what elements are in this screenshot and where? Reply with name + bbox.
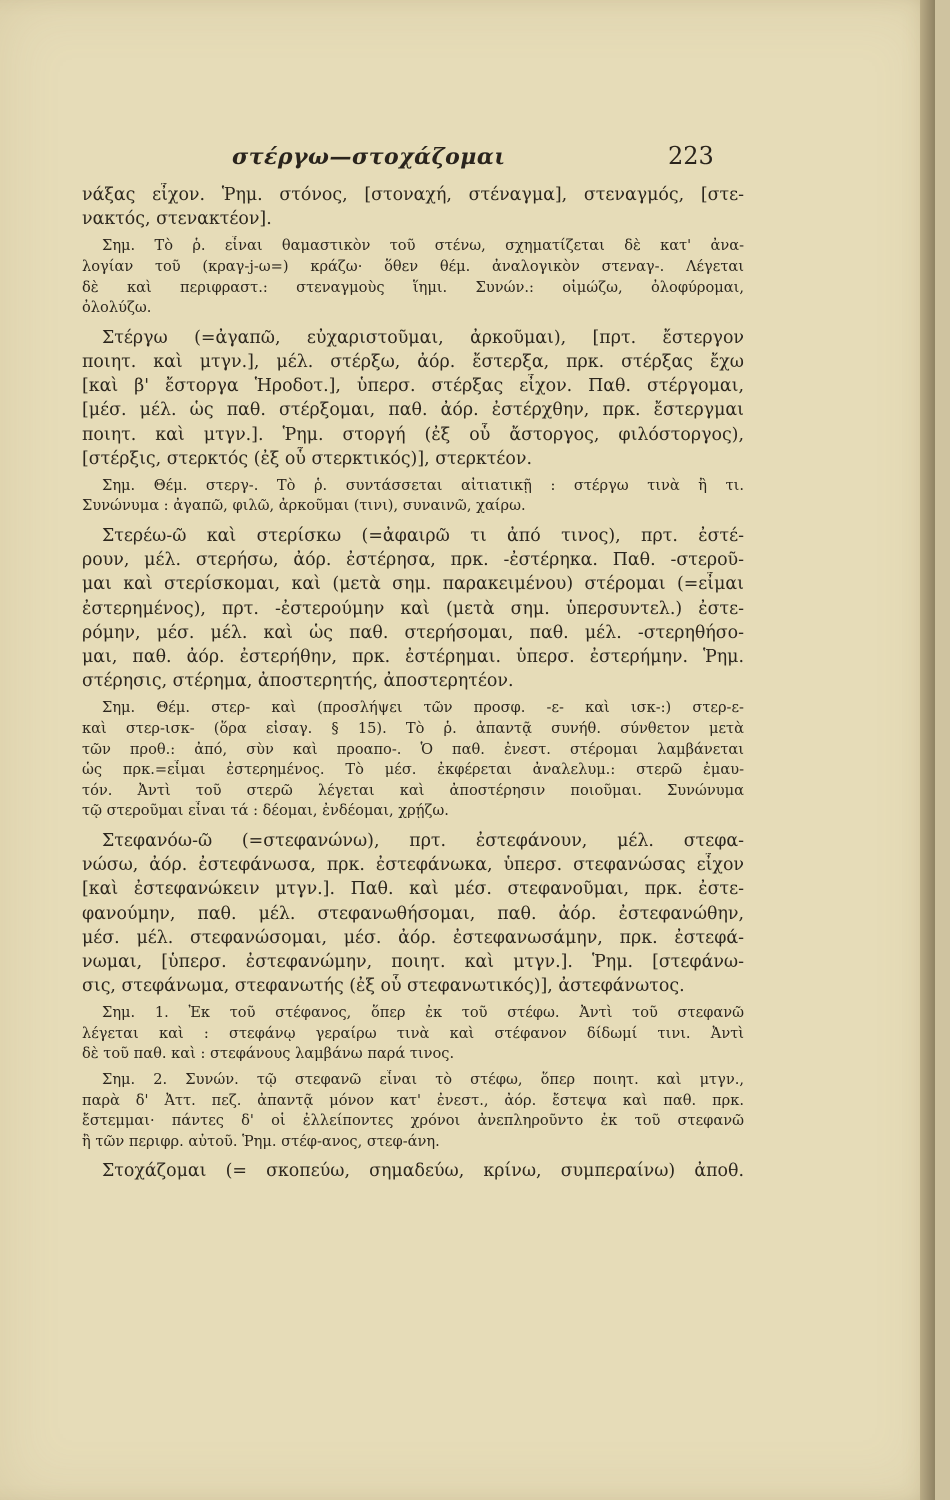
text-line: ποιητ. καὶ μτγν.]. Ῥημ. στοργή (ἐξ οὗ ἄστοργος, φιλόστοργος),	[82, 424, 744, 445]
text-line: σις, στεφάνωμα, στεφανωτής (ἐξ οὗ στεφανωτικός)], ἀστεφάνωτος.	[82, 976, 685, 997]
note-line: τῷ στεροῦμαι εἶναι τά : δέομαι, ἐνδέομαι, χρῄζω.	[82, 802, 449, 820]
note-line: δὲ καὶ περιφραστ.: στεναγμοὺς ἵημι. Συνών.: οἰμώζω, ὀλοφύρομαι,	[82, 278, 744, 296]
note-stenw	[82, 236, 744, 318]
note-line: Σημ. Θέμ. στερ- καὶ (προσλήψει τῶν προσφ. -ε- καὶ ισκ-:) στερ-ε-	[102, 699, 744, 717]
entry-headline: Στοχάζομαι (= σκοπεύω, σημαδεύω, κρίνω, συμπεραίνω) ἀποθ.	[102, 1161, 744, 1182]
note-line: Σημ. 2. Συνών. τῷ στεφανῶ εἶναι τὸ στέφω, ὅπερ ποιητ. καὶ μτγν.,	[102, 1071, 744, 1089]
entry-headline: Στερέω-ῶ καὶ στερίσκω (=ἀφαιρῶ τι ἀπό τινος), πρτ. ἐστέ-	[102, 526, 744, 547]
text-line: στέρησις, στέρημα, ἀποστερητής, ἀποστερητέον.	[82, 671, 514, 692]
text-line: [καὶ β' ἔστοργα Ἡροδοτ.], ὑπερσ. στέρξας εἶχον. Παθ. στέργομαι,	[82, 376, 744, 397]
entry-sterew	[82, 524, 744, 693]
note-line: δὲ τοῦ παθ. καὶ : στεφάνους λαμβάνω παρά τινος.	[82, 1045, 455, 1063]
text-line: μαι, παθ. ἀόρ. ἐστερήθην, πρκ. ἐστέρημαι. ὑπερσ. ἐστερήμην. Ῥημ.	[82, 647, 744, 667]
page-body	[82, 183, 744, 1184]
note-line: Σημ. Τὸ ῥ. εἶναι θαμαστικὸν τοῦ στένω, σχηματίζεται δὲ κατ' ἀνα-	[102, 237, 744, 255]
note-line: Σημ. Θέμ. στεργ-. Τὸ ῥ. συντάσσεται αἰτιατικῇ : στέργω τινὰ ἢ τι.	[102, 476, 744, 494]
note-stergw	[82, 476, 744, 517]
text-line: [καὶ ἐστεφανώκειν μτγν.]. Παθ. καὶ μέσ. στεφανοῦμαι, πρκ. ἐστε-	[82, 879, 744, 900]
entry-stergw	[82, 326, 744, 471]
entry-headline: Στέργω (=ἀγαπῶ, εὐχαριστοῦμαι, ἀρκοῦμαι), [πρτ. ἔστεργον	[102, 327, 744, 348]
note-stefanow-1	[82, 1003, 744, 1065]
text-line: μαι καὶ στερίσκομαι, καὶ (μετὰ σημ. παρακειμένου) στέρομαι (=εἶμαι	[82, 574, 744, 595]
entry-stefanow	[82, 829, 744, 998]
text-line: νωμαι, [ὑπερσ. ἐστεφανώμην, ποιητ. καὶ μτγν.]. Ῥημ. [στεφάνω-	[82, 951, 744, 972]
text-line: [μέσ. μέλ. ὡς παθ. στέρξομαι, παθ. ἀόρ. ἐστέρχθην, πρκ. ἔστεργμαι	[82, 400, 744, 421]
note-line: Σημ. 1. Ἐκ τοῦ στέφανος, ὅπερ ἐκ τοῦ στέφω. Ἀντὶ τοῦ στεφανῶ	[102, 1004, 744, 1022]
note-line: τόν. Ἀντὶ τοῦ στερῶ λέγεται καὶ ἀποστέρησιν ποιοῦμαι. Συνώνυμα	[82, 781, 744, 799]
text-line: ἐστερημένος), πρτ. -ἐστερούμην καὶ (μετὰ σημ. ὑπερσυντελ.) ἐστε-	[82, 598, 744, 619]
text-line: μέσ. μέλ. στεφανώσομαι, μέσ. ἀόρ. ἐστεφανωσάμην, πρκ. ἐστεφά-	[82, 927, 744, 948]
note-line: λέγεται καὶ : στεφάνῳ γεραίρω τινὰ καὶ στέφανον δίδωμί τινι. Ἀντὶ	[82, 1024, 744, 1042]
page-header	[0, 140, 935, 180]
entry-stoxazomai	[82, 1159, 744, 1183]
note-line: τῶν προθ.: ἀπό, σὺν καὶ προαπο-. Ὁ παθ. ἐνεστ. στέρομαι λαμβάνεται	[82, 740, 744, 758]
text-line: [στέρξις, στερκτός (ἐξ οὗ στερκτικός)], στερκτέον.	[82, 448, 532, 469]
text-line: ποιητ. καὶ μτγν.], μέλ. στέρξω, ἀόρ. ἔστερξα, πρκ. στέρξας ἔχω	[82, 351, 744, 372]
running-head: στέργω—στοχάζομαι	[232, 144, 506, 170]
text-line: νάξας εἶχον. Ῥημ. στόνος, [στοναχή, στέναγμα], στεναγμός, [στε-	[82, 185, 744, 205]
note-sterew	[82, 698, 744, 822]
text-line: φανούμην, παθ. μέλ. στεφανωθήσομαι, παθ. ἀόρ. ἐστεφανώθην,	[82, 903, 744, 924]
page-edge	[920, 0, 935, 1500]
text-line: νακτός, στενακτέον].	[82, 209, 272, 230]
note-line: καὶ στερ-ισκ- (ὅρα εἰσαγ. § 15). Τὸ ῥ. ἀπαντᾷ συνήθ. σύνθετον μετὰ	[82, 719, 744, 737]
text-line: ρουν, μέλ. στερήσω, ἀόρ. ἐστέρησα, πρκ. -ἐστέρηκα. Παθ. -στεροῦ-	[82, 550, 744, 571]
text-line: ρόμην, μέσ. μέλ. καὶ ὡς παθ. στερήσομαι, παθ. μέλ. -στερηθήσο-	[82, 622, 744, 643]
note-line: ὡς πρκ.=εἶμαι ἐστερημένος. Τὸ μέσ. ἐκφέρεται ἀναλελυμ.: στερῶ ἐμαυ-	[82, 761, 744, 779]
page-number: 223	[668, 142, 714, 170]
note-stefanow-2	[82, 1070, 744, 1152]
text-line: νώσω, ἀόρ. ἐστεφάνωσα, πρκ. ἐστεφάνωκα, ὑπερσ. στεφανώσας εἶχον	[82, 855, 744, 876]
note-line: ἔστεμμαι· πάντες δ' οἱ ἐλλείποντες χρόνοι ἀνεπληροῦντο ἐκ τοῦ στεφανῶ	[82, 1112, 744, 1130]
entry-continuation	[82, 183, 744, 231]
note-line: Συνώνυμα : ἀγαπῶ, φιλῶ, ἀρκοῦμαι (τινι), συναινῶ, χαίρω.	[82, 497, 526, 515]
note-line: ἢ τῶν περιφρ. αὐτοῦ. Ῥημ. στέφ-ανος, στεφ-άνη.	[82, 1132, 440, 1150]
note-line: λογίαν τοῦ (κραγ-j-ω=) κράζω· ὅθεν θέμ. ἀναλογικὸν στεναγ-. Λέγεται	[82, 257, 744, 275]
note-line: ὀλολύζω.	[82, 299, 152, 317]
entry-headline: Στεφανόω-ῶ (=στεφανώνω), πρτ. ἐστεφάνουν, μέλ. στεφα-	[102, 830, 744, 851]
note-line: παρὰ δ' Ἀττ. πεζ. ἀπαντᾷ μόνον κατ' ἐνεστ., ἀόρ. ἔστεψα καὶ παθ. πρκ.	[82, 1091, 744, 1109]
